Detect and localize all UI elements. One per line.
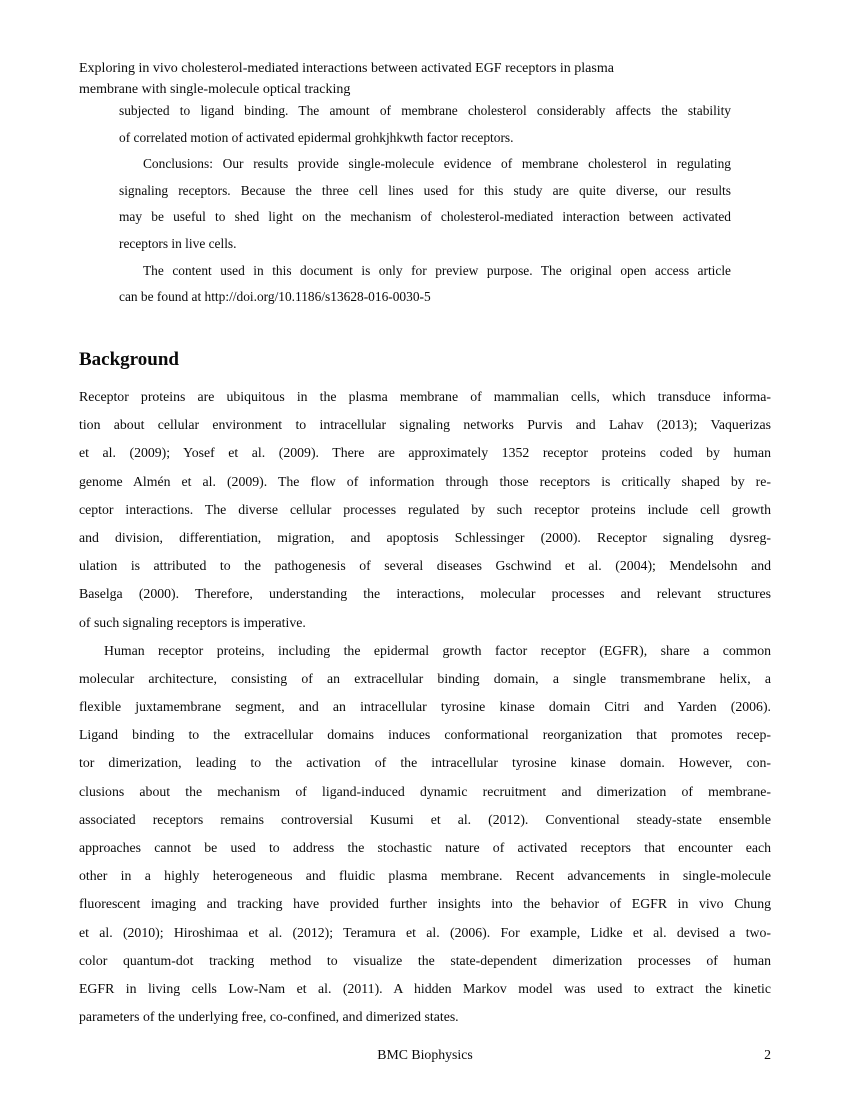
background-heading: Background [79,349,179,370]
abstract-block [119,98,731,311]
abstract-line: The content used in this document is only for preview purpose. The original open access article [143,262,731,278]
body-line: parameters of the underlying free, co-confined, and dimerized states. [79,1009,459,1025]
body-line: other in a highly heterogeneous and fluidic plasma membrane. Recent advancements in single-molecule [79,868,771,884]
body-line: tor dimerization, leading to the activation of the intracellular tyrosine kinase domain. However, con- [79,755,771,771]
body-line: ceptor interactions. The diverse cellular processes regulated by such receptor proteins include cell growth [79,501,771,517]
paragraph-2 [79,637,771,1032]
journal-name: BMC Biophysics [377,1047,473,1062]
body-line: tion about cellular environment to intracellular signaling networks Purvis and Lahav (2013); Vaquerizas [79,417,771,433]
body-line: flexible juxtamembrane segment, and an intracellular tyrosine kinase domain Citri and Yarden (2006). [79,699,771,715]
abstract-line: may be useful to shed light on the mechanism of cholesterol-mediated interaction between activated [119,209,731,225]
body-text [79,383,771,1031]
body-line: et al. (2009); Yosef et al. (2009). There are approximately 1352 receptor proteins coded by human [79,445,771,461]
body-line: approaches cannot be used to address the stochastic nature of activated receptors that encounter each [79,840,771,855]
body-line: of such signaling receptors is imperative. [79,614,306,630]
abstract-line: signaling receptors. Because the three cell lines used for this study are quite diverse, our results [119,182,731,198]
page-footer [79,1044,771,1066]
body-line: Human receptor proteins, including the epidermal growth factor receptor (EGFR), share a common [104,642,771,658]
body-line: EGFR in living cells Low-Nam et al. (2011). A hidden Markov model was used to extract the kinetic [79,980,771,996]
abstract-line: can be found at http://doi.org/10.1186/s13628-016-0030-5 [119,289,431,305]
body-line: fluorescent imaging and tracking have provided further insights into the behavior of EGFR in vivo Chung [79,896,771,912]
body-line: et al. (2010); Hiroshimaa et al. (2012); Teramura et al. (2006). For example, Lidke et al. devised a two- [79,924,771,940]
title-line: membrane with single-molecule optical tracking [79,82,351,97]
body-line: clusions about the mechanism of ligand-induced dynamic recruitment and dimerization of membrane- [79,783,771,799]
body-line: Baselga (2000). Therefore, understanding the interactions, molecular processes and relevant structures [79,586,771,602]
body-line: and division, differentiation, migration, and apoptosis Schlessinger (2000). Receptor signaling dysreg- [79,529,771,545]
abstract-line: Conclusions: Our results provide single-molecule evidence of membrane cholesterol in regulating [143,156,731,172]
body-line: color quantum-dot tracking method to visualize the state-dependent dimerization processes of human [79,952,771,968]
paragraph-1 [79,383,771,637]
body-line: molecular architecture, consisting of an extracellular binding domain, a single transmembrane helix, a [79,670,771,686]
abstract-line: of correlated motion of activated epidermal grohkjhkwth factor receptors. [119,129,514,145]
article-title [79,58,739,100]
abstract-line: receptors in live cells. [119,235,237,251]
title-line: Exploring in vivo cholesterol-mediated interactions between activated EGF receptors in plasma [79,61,614,76]
body-line: associated receptors remains controversial Kusumi et al. (2012). Conventional steady-state ensemble [79,811,771,827]
body-line: Receptor proteins are ubiquitous in the plasma membrane of mammalian cells, which transduce informa- [79,389,771,404]
abstract-line: subjected to ligand binding. The amount of membrane cholesterol considerably affects the stability [119,103,731,118]
page-number: 2 [764,1047,771,1062]
body-line: genome Almén et al. (2009). The flow of information through those receptors is critically shaped by re- [79,473,771,489]
body-line: Ligand binding to the extracellular domains induces conformational reorganization that promotes recep- [79,727,771,743]
body-line: ulation is attributed to the pathogenesis of several diseases Gschwind et al. (2004); Mendelsohn and [79,558,771,574]
